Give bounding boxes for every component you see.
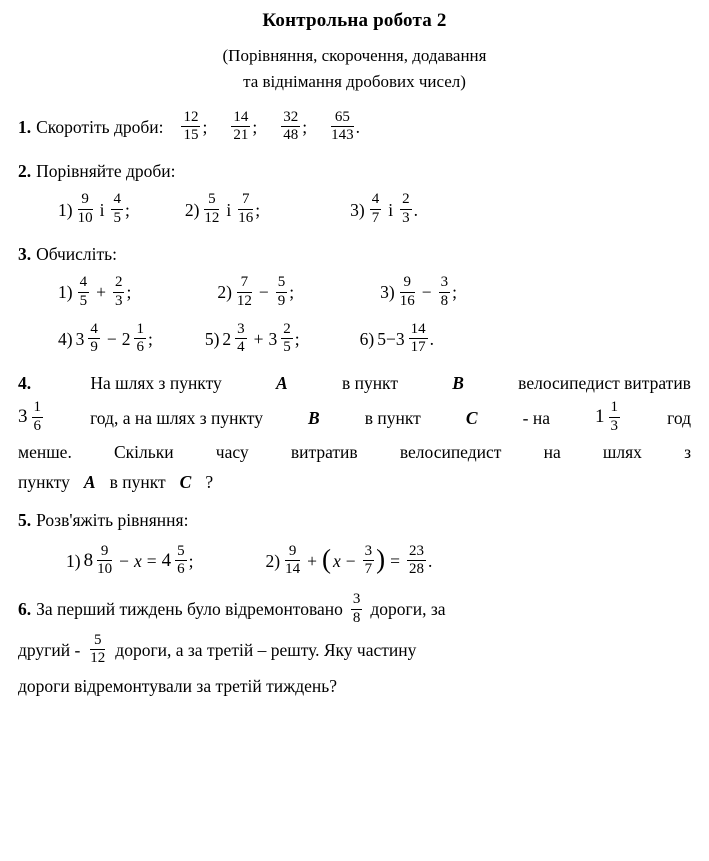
task-6-text-4: дороги, а за третій – решту. Яку частину xyxy=(115,639,417,660)
fraction-denominator: 3 xyxy=(610,418,619,435)
task-5-head xyxy=(18,507,691,533)
fraction xyxy=(32,400,44,435)
whole-part: 2 xyxy=(121,328,131,349)
point-a-label: А xyxy=(276,373,288,394)
operator: + xyxy=(307,550,317,571)
point-c-label: С xyxy=(465,407,478,428)
fraction-numerator: 2 xyxy=(114,274,123,291)
fraction xyxy=(407,544,426,579)
task-4-line-1 xyxy=(18,370,691,396)
item-label: 1) xyxy=(58,282,73,303)
task-4-text-1: На шлях з пункту xyxy=(90,373,222,394)
task-2-prompt: Порівняйте дроби: xyxy=(36,161,176,182)
fraction-numerator: 5 xyxy=(208,191,216,208)
fraction-numerator: 3 xyxy=(352,591,361,608)
task-3-head xyxy=(18,241,691,267)
mixed-number xyxy=(269,322,295,357)
item-label: 3) xyxy=(380,282,395,303)
fraction-denominator: 16 xyxy=(238,210,254,227)
task-2 xyxy=(18,158,691,227)
fraction xyxy=(111,192,123,227)
whole-part: 3 xyxy=(395,328,405,349)
item-label: 1) xyxy=(58,199,73,220)
task-2-number: 2. xyxy=(18,161,32,182)
task-3-prompt: Обчисліть: xyxy=(36,243,118,264)
fraction-numerator: 7 xyxy=(240,274,249,291)
equals-sign: = xyxy=(390,550,400,571)
task-3 xyxy=(18,241,691,356)
fraction-numerator: 1 xyxy=(610,399,619,416)
point-b-label: В xyxy=(308,407,320,428)
fraction-denominator: 21 xyxy=(233,127,249,144)
fraction-numerator: 5 xyxy=(277,274,286,291)
item-label: 2) xyxy=(184,199,200,220)
task-6-text-5: дороги відремонтували за третій тиждень? xyxy=(18,676,337,697)
task-3-item-6 xyxy=(360,322,434,357)
fraction-denominator: 5 xyxy=(283,339,291,356)
fraction-numerator: 4 xyxy=(79,274,88,291)
mixed-number xyxy=(84,544,115,579)
task-4-text-11: ? xyxy=(205,472,214,493)
subtitle-line-2: та віднімання дробових чисел) xyxy=(243,72,466,92)
task-5-equation-1 xyxy=(66,544,193,579)
variable-x: x xyxy=(133,550,142,571)
fraction xyxy=(285,544,300,579)
fraction xyxy=(235,322,247,357)
separator: ; xyxy=(255,199,261,220)
separator: ; xyxy=(126,282,132,303)
separator: ; xyxy=(302,116,308,137)
fraction-numerator: 9 xyxy=(100,542,109,559)
fraction xyxy=(204,192,219,227)
whole-part: 4 xyxy=(161,549,172,571)
separator: . xyxy=(429,328,434,349)
fraction-numerator: 2 xyxy=(283,320,291,337)
fraction-denominator: 10 xyxy=(77,210,93,227)
fraction xyxy=(276,275,288,310)
fraction-numerator: 9 xyxy=(81,191,89,208)
task-6-text-1: За перший тиждень було відремонтовано xyxy=(36,599,343,620)
fraction-numerator: 7 xyxy=(242,191,250,208)
task-6-line-2 xyxy=(18,633,691,668)
task-3-row-2 xyxy=(18,322,691,357)
mixed-number xyxy=(595,400,622,435)
task-2-item-1 xyxy=(58,192,130,227)
fraction xyxy=(175,544,187,579)
mixed-number xyxy=(222,322,248,357)
whole-part: 3 xyxy=(268,328,278,349)
item-label: 5) xyxy=(204,328,220,349)
fraction-denominator: 9 xyxy=(90,339,98,356)
whole-part: 2 xyxy=(222,328,232,349)
task-3-number: 3. xyxy=(18,243,32,264)
fraction-denominator: 3 xyxy=(402,210,410,227)
fraction-numerator: 14 xyxy=(233,108,249,125)
task-2-item-2 xyxy=(185,192,260,227)
fraction xyxy=(331,110,354,145)
task-4-line-2 xyxy=(18,400,691,435)
fraction-numerator: 1 xyxy=(33,399,41,416)
fraction-numerator: 32 xyxy=(283,108,299,125)
separator: ; xyxy=(147,328,153,349)
fraction-numerator: 23 xyxy=(408,542,424,559)
equals-sign: = xyxy=(146,550,157,571)
fraction xyxy=(78,275,90,310)
fraction xyxy=(351,592,363,627)
item-label: 1) xyxy=(66,550,81,571)
fraction-numerator: 4 xyxy=(371,191,380,208)
task-6-text-2: дороги, за xyxy=(370,599,446,620)
whole-part: 1 xyxy=(595,406,605,428)
fraction-denominator: 143 xyxy=(331,127,354,144)
task-4-text-10: в пункт xyxy=(109,472,166,493)
task-1-fractions xyxy=(179,110,382,145)
fraction-numerator: 4 xyxy=(90,320,98,337)
item-label: 2) xyxy=(265,550,281,571)
fraction-numerator: 5 xyxy=(177,542,185,559)
task-4-text-2: в пункт xyxy=(341,373,398,394)
task-6 xyxy=(18,592,691,699)
task-3-item-5 xyxy=(205,322,300,357)
fraction-group xyxy=(329,110,360,145)
fraction-denominator: 28 xyxy=(408,561,424,578)
item-label: 2) xyxy=(217,282,232,303)
separator: ; xyxy=(124,199,130,220)
point-c-label: С xyxy=(179,472,192,493)
fraction-numerator: 65 xyxy=(334,108,350,125)
task-4-text-8: менше. Скільки часу витратив велосипедист на шлях з xyxy=(18,441,691,462)
subtitle-line-1: (Порівняння, скорочення, додавання xyxy=(222,46,487,65)
task-6-text-3: другий - xyxy=(18,639,81,660)
task-2-item-3 xyxy=(350,192,418,227)
task-1-head xyxy=(18,110,691,145)
mixed-number xyxy=(162,544,189,579)
task-4-text-5: в пункт xyxy=(364,407,421,428)
task-2-items xyxy=(18,192,691,227)
fraction xyxy=(238,192,253,227)
fraction-numerator: 1 xyxy=(136,320,144,337)
fraction xyxy=(400,192,412,227)
worksheet-page xyxy=(0,10,709,861)
fraction-group xyxy=(179,110,207,145)
fraction-denominator: 4 xyxy=(237,339,245,356)
compare-operator: і xyxy=(388,199,394,220)
fraction xyxy=(400,275,415,310)
fraction-numerator: 3 xyxy=(440,274,449,291)
fraction-denominator: 16 xyxy=(399,292,415,309)
task-4-text-6: - на xyxy=(522,407,550,428)
fraction xyxy=(370,192,382,227)
separator: ; xyxy=(289,282,295,303)
task-4 xyxy=(18,370,691,495)
task-3-row-1 xyxy=(18,275,691,310)
task-5-prompt: Розв'яжіть рівняння: xyxy=(36,510,189,531)
fraction xyxy=(439,275,451,310)
fraction-numerator: 5 xyxy=(94,631,102,648)
task-5-equation-2 xyxy=(265,544,432,579)
fraction xyxy=(609,400,621,435)
fraction xyxy=(231,110,250,145)
fraction-denominator: 12 xyxy=(90,650,106,667)
task-6-line-3 xyxy=(18,673,691,699)
point-b-label: В xyxy=(452,373,464,394)
whole-part: 3 xyxy=(75,328,85,349)
point-a-label: А xyxy=(83,472,96,493)
fraction xyxy=(113,275,125,310)
fraction-denominator: 5 xyxy=(79,292,88,309)
mixed-number xyxy=(18,400,45,435)
task-4-text-7: год xyxy=(667,407,691,428)
fraction-numerator: 9 xyxy=(403,274,411,291)
item-label: 3) xyxy=(350,199,365,220)
task-6-line-1 xyxy=(18,592,691,627)
task-1-prompt: Скоротіть дроби: xyxy=(36,116,164,137)
operator: − xyxy=(421,282,432,303)
fraction-numerator: 14 xyxy=(410,320,426,337)
page-title: Контрольна робота 2 xyxy=(262,10,447,31)
operator: − xyxy=(119,550,129,571)
task-4-text-3: велосипедист витратив xyxy=(518,373,691,394)
separator: . xyxy=(355,116,360,137)
task-3-item-3 xyxy=(380,275,457,310)
fraction xyxy=(97,544,112,579)
fraction-denominator: 8 xyxy=(440,292,449,309)
fraction xyxy=(181,110,200,145)
task-6-number: 6. xyxy=(18,599,32,620)
operator: + xyxy=(96,282,106,303)
separator: ; xyxy=(452,282,457,303)
separator: . xyxy=(427,550,433,571)
fraction xyxy=(281,110,300,145)
task-3-item-4 xyxy=(58,322,153,357)
separator: ; xyxy=(294,328,300,349)
operator: − xyxy=(385,328,396,349)
fraction-numerator: 2 xyxy=(402,191,410,208)
whole-part: 3 xyxy=(18,406,28,428)
fraction-group xyxy=(229,110,257,145)
item-label: 6) xyxy=(359,328,375,349)
fraction-denominator: 6 xyxy=(136,339,144,356)
task-4-text-4: год, а на шлях з пункту xyxy=(90,407,263,428)
operator: − xyxy=(106,328,117,349)
mixed-number xyxy=(396,322,430,357)
fraction-denominator: 14 xyxy=(285,561,301,578)
fraction-denominator: 7 xyxy=(371,210,380,227)
fraction xyxy=(78,192,93,227)
fraction-denominator: 3 xyxy=(114,292,123,309)
task-5-equations xyxy=(18,544,691,579)
operator: + xyxy=(253,328,264,349)
fraction xyxy=(88,322,100,357)
operator: − xyxy=(258,282,269,303)
right-paren: ) xyxy=(376,544,386,575)
fraction-denominator: 48 xyxy=(283,127,299,144)
fraction-numerator: 12 xyxy=(183,108,199,125)
task-3-item-2 xyxy=(217,275,294,310)
task-1-number: 1. xyxy=(18,116,32,137)
separator: ; xyxy=(252,116,258,137)
mixed-number xyxy=(122,322,148,357)
operator: − xyxy=(345,550,356,571)
separator: ; xyxy=(188,550,194,571)
task-4-line-3 xyxy=(18,439,691,465)
fraction-denominator: 10 xyxy=(97,561,113,578)
fraction xyxy=(237,275,252,310)
fraction-numerator: 3 xyxy=(364,542,373,559)
fraction-denominator: 6 xyxy=(33,418,41,435)
fraction-denominator: 12 xyxy=(204,210,220,227)
compare-operator: і xyxy=(99,199,105,220)
mixed-number xyxy=(76,322,102,357)
fraction xyxy=(409,322,428,357)
fraction-denominator: 9 xyxy=(277,292,286,309)
fraction-denominator: 5 xyxy=(113,210,121,227)
task-4-line-4 xyxy=(18,469,691,495)
variable-x: x xyxy=(332,550,341,571)
page-subtitle xyxy=(0,43,709,96)
whole-part: 8 xyxy=(83,549,94,571)
fraction-denominator: 7 xyxy=(364,561,373,578)
task-3-item-1 xyxy=(58,275,131,310)
fraction-numerator: 3 xyxy=(237,320,245,337)
fraction-denominator: 17 xyxy=(410,339,426,356)
separator: . xyxy=(413,199,418,220)
separator: ; xyxy=(202,116,208,137)
task-4-text-9: пункту xyxy=(18,472,70,493)
task-5 xyxy=(18,507,691,578)
fraction xyxy=(90,633,105,668)
fraction-numerator: 4 xyxy=(113,191,121,208)
task-2-head xyxy=(18,158,691,184)
fraction xyxy=(281,322,293,357)
fraction xyxy=(363,544,375,579)
fraction-denominator: 8 xyxy=(352,609,361,626)
fraction-denominator: 6 xyxy=(177,561,185,578)
fraction-denominator: 15 xyxy=(183,127,199,144)
fraction-numerator: 9 xyxy=(288,542,297,559)
item-label: 4) xyxy=(58,328,73,349)
left-paren: ( xyxy=(321,544,331,575)
fraction-denominator: 12 xyxy=(236,292,252,309)
task-5-number: 5. xyxy=(18,510,32,531)
compare-operator: і xyxy=(226,199,232,220)
task-1 xyxy=(18,110,691,145)
fraction-group xyxy=(279,110,307,145)
whole-part: 5 xyxy=(377,328,386,349)
task-4-number: 4. xyxy=(18,373,32,394)
fraction xyxy=(134,322,146,357)
